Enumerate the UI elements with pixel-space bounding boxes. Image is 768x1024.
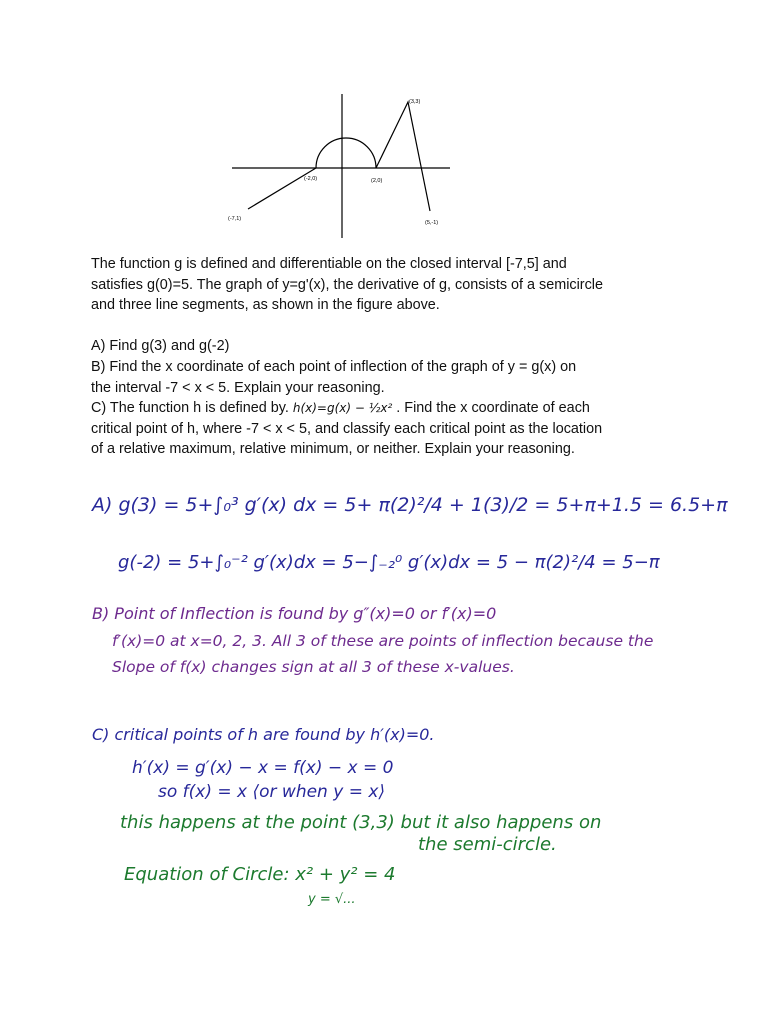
work-c-line-7: y = √... [308,892,356,907]
part-b-line-1: B) Find the x coordinate of each point of inflection of the graph of y = g(x) on [91,358,577,375]
derivative-graph [220,92,460,242]
work-c-line-4: this happens at the point (3,3) but it also happens on [120,812,602,833]
work-c-line-1: C) critical points of h are found by h′(x)=0. [92,725,435,744]
semicircle [316,138,376,168]
label-2-0: (2,0) [371,178,383,184]
part-c-lead: C) The function h is defined by. [91,400,289,417]
segment-left [248,168,316,209]
part-c-line-2: critical point of h, where -7 < x < 5, and classify each critical point as the location [91,420,603,437]
label-5-neg1: (5,-1) [425,220,439,226]
intro-line-1: The function g is defined and differentiable on the closed interval [-7,5] and [91,256,567,272]
work-c-line-2: h′(x) = g′(x) − x = f(x) − x = 0 [132,758,394,778]
segment-peak [376,102,430,211]
work-b-line-2: f′(x)=0 at x=0, 2, 3. All 3 of these are points of inflection because the [112,632,654,650]
part-c-tail: . Find the x coordinate of each [396,400,590,417]
work-b-line-3: Slope of f(x) changes sign at all 3 of these x-values. [112,658,515,676]
intro-line-2: satisfies g(0)=5. The graph of y=g'(x), the derivative of g, consists of a semicircle [91,276,603,293]
part-c-line-1 [91,398,691,419]
problem-text [91,254,691,460]
work-c-line-3: so f(x) = x ⟨or when y = x⟩ [158,782,386,802]
part-b-line-2: the interval -7 < x < 5. Explain your reasoning. [91,379,385,396]
work-c-line-5: the semi-circle. [418,834,557,855]
intro-line-3: and three line segments, as shown in the figure above. [91,297,440,314]
label-neg2-0: (-2,0) [304,176,318,182]
part-a: A) Find g(3) and g(-2) [91,338,230,355]
work-a-line-1: A) g(3) = 5+∫₀³ g′(x) dx = 5+ π(2)²/4 + 1(3)/2 = 5+π+1.5 = 6.5+π [92,494,728,516]
work-a-line-2: g(-2) = 5+∫₀⁻² g′(x)dx = 5−∫₋₂⁰ g′(x)dx = 5 − π(2)²/4 = 5−π [118,552,660,573]
label-neg7-1: (-7,1) [228,216,242,222]
h-definition: h(x)=g(x) − ½x² [292,401,393,416]
part-c-line-3: of a relative maximum, relative minimum, or neither. Explain your reasoning. [91,441,575,458]
work-c-line-6: Equation of Circle: x² + y² = 4 [124,864,396,885]
label-3-3: (3,3) [409,99,421,105]
work-b-line-1: B) Point of Inflection is found by g″(x)=0 or f′(x)=0 [92,604,497,623]
